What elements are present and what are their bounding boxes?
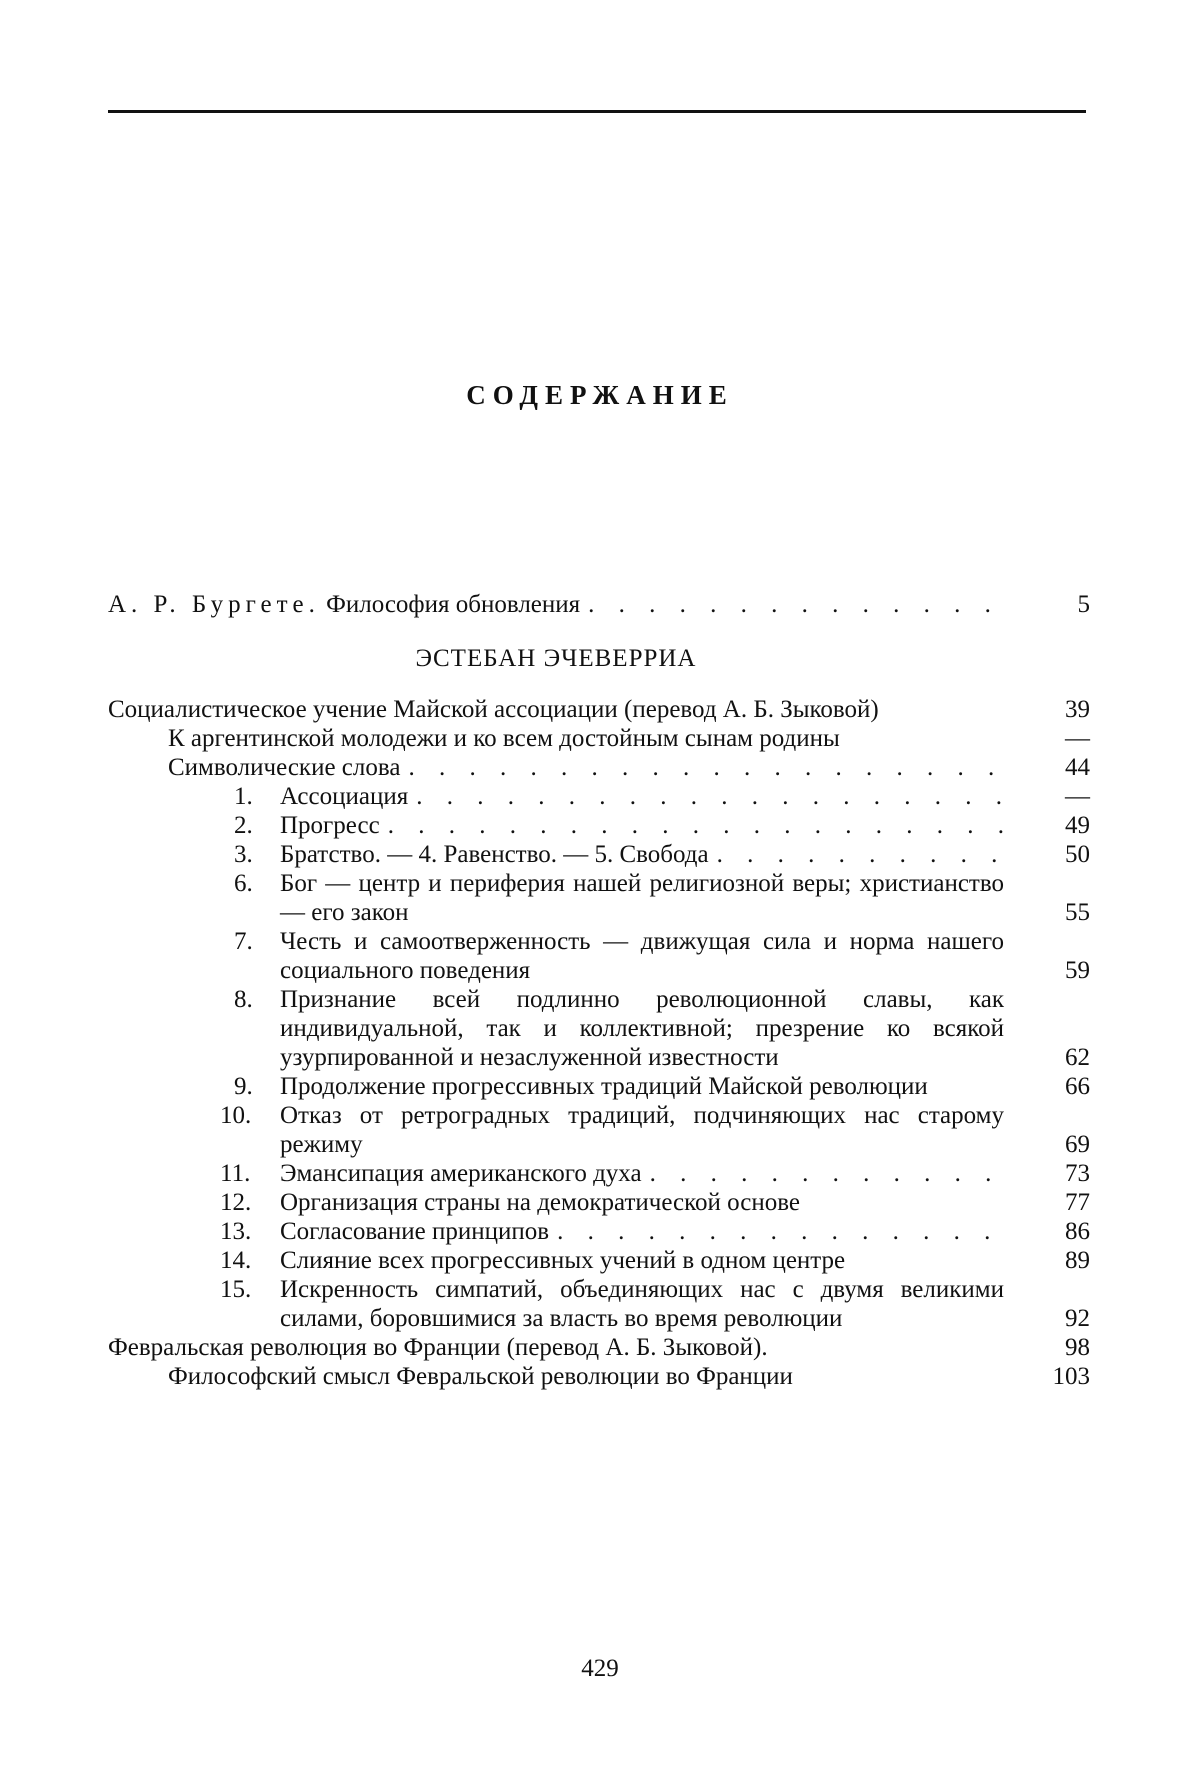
toc-entry[interactable] <box>108 1188 1090 1217</box>
toc-entry[interactable] <box>108 927 1090 985</box>
leader-dots <box>400 753 1004 782</box>
toc-entry[interactable] <box>108 985 1090 1072</box>
entry-text: Продолжение прогрессивных традиций Майской революции <box>280 1073 928 1100</box>
entry-text: Бог — центр и периферия нашей религиозной веры; христианство — его закон <box>280 870 1004 926</box>
table-of-contents <box>108 590 1090 1391</box>
toc-entry[interactable] <box>108 1072 1090 1101</box>
page-number: 55 <box>1065 899 1090 926</box>
entry-number: 7. <box>234 928 253 955</box>
page-number: 73 <box>1065 1160 1090 1187</box>
toc-entry-preface[interactable] <box>108 590 1090 619</box>
entry-text: Философский смысл Февральской революции во Франции <box>168 1363 793 1390</box>
page-number: 103 <box>1052 1363 1090 1390</box>
page-number: 59 <box>1065 957 1090 984</box>
page-folio: 429 <box>581 1655 619 1682</box>
toc-entry[interactable] <box>108 753 1090 782</box>
entry-text: Символические слова <box>168 754 401 781</box>
page-number: 39 <box>1065 696 1090 723</box>
entry-number: 13. <box>220 1218 252 1245</box>
page-number: 89 <box>1065 1247 1090 1274</box>
page-number: 69 <box>1065 1131 1090 1158</box>
page-number: 62 <box>1065 1044 1090 1071</box>
entry-number: 1. <box>234 783 253 810</box>
page-number: 98 <box>1065 1334 1090 1361</box>
leader-dots <box>580 590 1004 619</box>
entry-number: 12. <box>220 1189 252 1216</box>
entry-text: Отказ от ретроградных традиций, подчиняющих нас старому режиму <box>280 1102 1004 1158</box>
entry-text: Эмансипация американского духа <box>280 1160 642 1187</box>
page-number: — <box>1065 783 1090 810</box>
entry-text: Честь и самоотверженность — движущая сила и норма нашего социального поведения <box>280 928 1004 984</box>
toc-entry[interactable] <box>108 840 1090 869</box>
entry-text: К аргентинской молодежи и ко всем достойным сынам родины <box>168 725 840 752</box>
leader-dots <box>380 811 1004 840</box>
top-rule <box>108 110 1086 113</box>
leader-dots <box>549 1217 1004 1246</box>
entry-number: 10. <box>220 1102 252 1129</box>
entry-text: Февральская революция во Франции (перевод А. Б. Зыковой). <box>108 1334 768 1361</box>
entry-number: 2. <box>234 812 253 839</box>
page-number: — <box>1065 725 1090 752</box>
toc-entry[interactable] <box>108 1362 1090 1391</box>
page-number: 92 <box>1065 1305 1090 1332</box>
entry-number: 11. <box>220 1160 251 1187</box>
page-number: 49 <box>1065 812 1090 839</box>
leader-dots <box>709 840 1004 869</box>
page-number: 77 <box>1065 1189 1090 1216</box>
toc-entry[interactable] <box>108 695 1090 724</box>
entry-text: Прогресс <box>280 812 380 839</box>
toc-entry[interactable] <box>108 782 1090 811</box>
leader-dots <box>642 1159 1004 1188</box>
entry-text: Слияние всех прогрессивных учений в одном центре <box>280 1247 846 1274</box>
page-number: 50 <box>1065 841 1090 868</box>
entry-text: Согласование принципов <box>280 1218 550 1245</box>
entry-number: 6. <box>234 870 253 897</box>
page-title: СОДЕРЖАНИЕ <box>466 380 734 410</box>
entry-text: Признание всей подлинно революционной славы, как индивидуальной, так и коллективной; презрение ко всякой узурпированной и незаслуженной известности <box>280 986 1004 1071</box>
toc-entry[interactable] <box>108 1159 1090 1188</box>
toc-entry[interactable] <box>108 1333 1090 1362</box>
entry-number: 14. <box>220 1247 252 1274</box>
entry-number: 9. <box>234 1073 253 1100</box>
toc-entry[interactable] <box>108 1275 1090 1333</box>
preface-author: А. Р. Бургете. <box>108 591 320 618</box>
page-number: 44 <box>1065 754 1090 781</box>
entry-text: Ассоциация <box>280 783 409 810</box>
entry-number: 3. <box>234 841 253 868</box>
page-number: 5 <box>1077 591 1090 618</box>
page-number: 66 <box>1065 1073 1090 1100</box>
leader-dots <box>408 782 1004 811</box>
entry-text: Социалистическое учение Майской ассоциации (перевод А. Б. Зыковой) <box>108 696 879 723</box>
section-heading: ЭСТЕБАН ЭЧЕВЕРРИА <box>415 645 697 672</box>
toc-entry[interactable] <box>108 1246 1090 1275</box>
entry-number: 8. <box>234 986 253 1013</box>
toc-entry[interactable] <box>108 1101 1090 1159</box>
toc-entry[interactable] <box>108 724 1090 753</box>
toc-entry[interactable] <box>108 1217 1090 1246</box>
entry-text: Братство. — 4. Равенство. — 5. Свобода <box>280 841 709 868</box>
toc-entry[interactable] <box>108 869 1090 927</box>
entry-text: Искренность симпатий, объединяющих нас с двумя великими силами, боровшимися за власть во время революции <box>280 1276 1004 1332</box>
preface-title: Философия обновления <box>326 591 581 618</box>
page-number: 86 <box>1065 1218 1090 1245</box>
toc-entry[interactable] <box>108 811 1090 840</box>
entry-number: 15. <box>220 1276 252 1303</box>
entry-text: Организация страны на демократической основе <box>280 1189 800 1216</box>
